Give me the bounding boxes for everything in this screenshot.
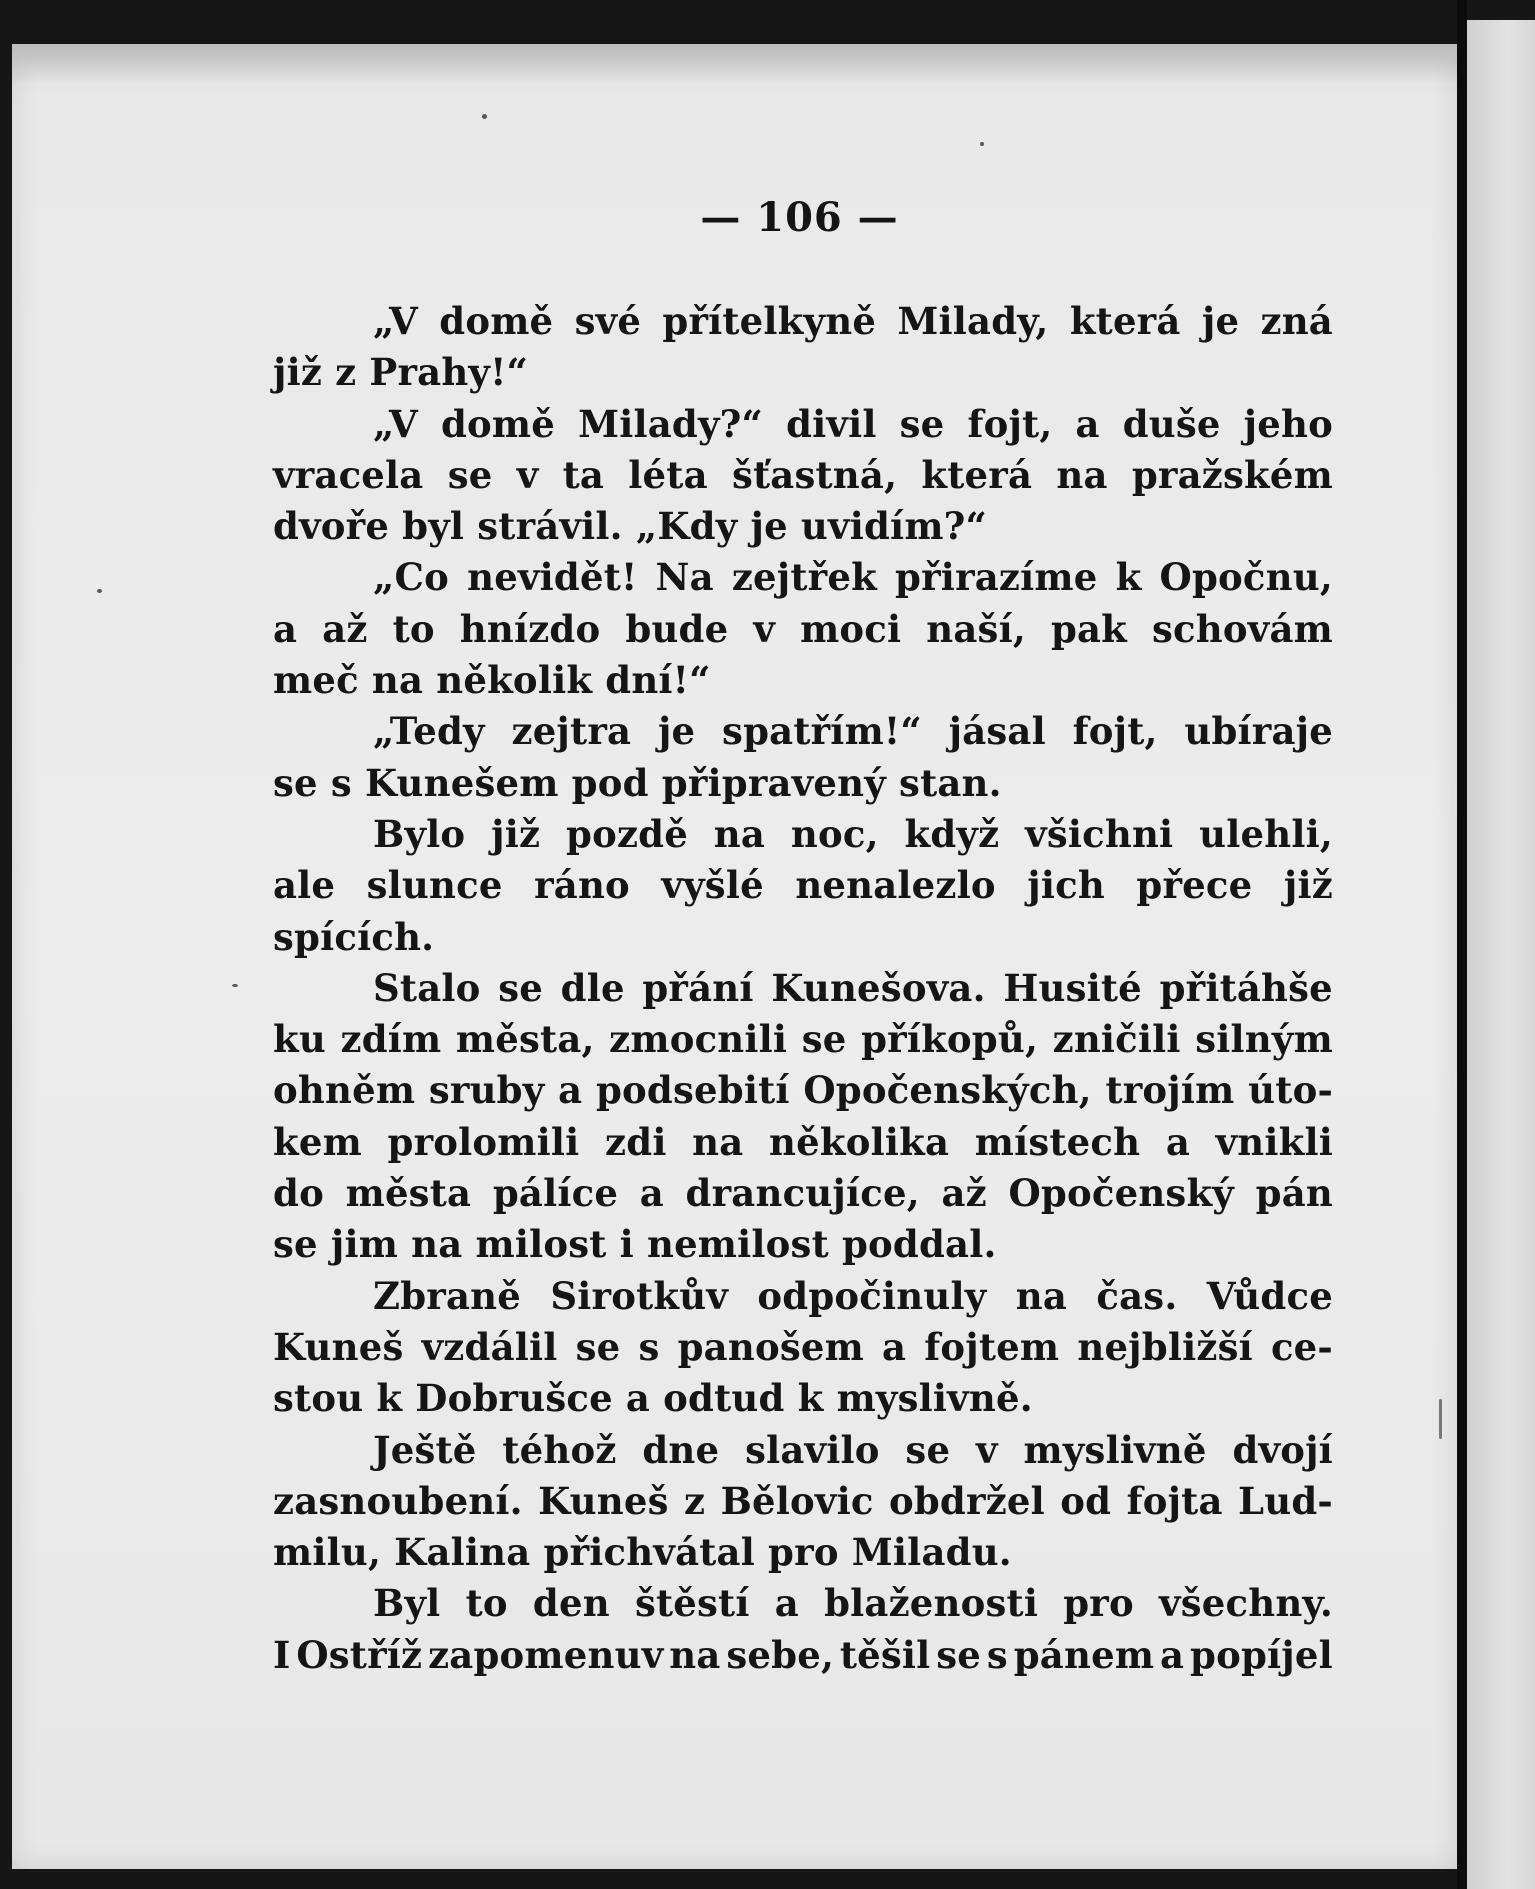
text-line (273, 604, 1333, 655)
adjacent-page-edge (1466, 20, 1535, 1889)
text-line (273, 1630, 1333, 1681)
text-line (273, 1117, 1333, 1168)
text-line-content: ohněm sruby a podsebití Opočenských, trojím úto- (273, 1068, 1333, 1113)
text-line-content: ale slunce ráno vyšlé nenalezlo jich přece již (273, 863, 1333, 908)
text-line (273, 347, 1333, 398)
text-line-content: se s Kunešem pod připravený stan. (273, 760, 1002, 805)
text-line-content: milu, Kalina přichvátal pro Miladu. (273, 1530, 1012, 1575)
text-line-content: do města pálíce a drancujíce, až Opočenský pán (273, 1171, 1333, 1216)
text-line-content: ku zdím města, zmocnili se příkopů, zničili silným (273, 1017, 1333, 1062)
text-line (273, 1578, 1333, 1629)
page-number: — 106 — (700, 194, 899, 241)
text-line (273, 1425, 1333, 1476)
text-line (273, 450, 1333, 501)
text-line (273, 1219, 1333, 1270)
text-line-content: „V domě své přítelkyně Milady, která je zná (373, 299, 1333, 343)
text-line (273, 1168, 1333, 1219)
text-line-content: „V domě Milady?“ divil se fojt, a duše jeho (373, 401, 1333, 446)
text-line-content: vracela se v ta léta šťastná, která na pražském (273, 452, 1333, 497)
page-top-shadow (12, 44, 1457, 84)
text-line-content: Byl to den štěstí a blaženosti pro všechny. (373, 1581, 1333, 1626)
book-page (12, 44, 1457, 1869)
text-line (273, 963, 1333, 1014)
scan-speck (1439, 1399, 1442, 1439)
page-gutter (1457, 0, 1467, 1889)
text-line-content: meč na několik dní!“ (273, 658, 711, 703)
text-line (273, 860, 1333, 911)
text-line-content: Stalo se dle přání Kunešova. Husité přitáhše (373, 965, 1333, 1010)
text-line (273, 706, 1333, 757)
text-line-content: spících. (273, 914, 435, 959)
text-line (273, 552, 1333, 603)
text-line (273, 655, 1333, 706)
text-line (273, 1527, 1333, 1578)
scan-speck (980, 142, 984, 146)
text-line-content: zasnoubení. Kuneš z Bělovic obdržel od fojta Lud- (273, 1478, 1333, 1523)
text-line-content: Kuneš vzdálil se s panošem a fojtem nejbližší ce- (273, 1324, 1333, 1369)
text-line-content: Zbraně Sirotkův odpočinuly na čas. Vůdce (373, 1273, 1333, 1318)
text-line-content: již z Prahy!“ (273, 350, 529, 395)
text-line (273, 1271, 1333, 1322)
text-line-content: „Tedy zejtra je spatřím!“ jásal fojt, ubíraje (373, 709, 1333, 754)
scan-speck (97, 589, 102, 593)
text-line (273, 1014, 1333, 1065)
text-line-content: Ještě téhož dne slavilo se v myslivně dvojí (373, 1427, 1333, 1472)
body-text (273, 296, 1333, 1681)
scan-speck (482, 114, 487, 119)
text-line-content: dvoře byl strávil. „Kdy je uvidím?“ (273, 504, 988, 549)
text-line-content: se jim na milost i nemilost poddal. (273, 1222, 997, 1267)
text-line (273, 1065, 1333, 1116)
text-line-content: stou k Dobrušce a odtud k myslivně. (273, 1376, 1033, 1421)
text-line (273, 1476, 1333, 1527)
text-line (273, 399, 1333, 450)
scan-speck (232, 984, 238, 987)
text-line-content: a až to hnízdo bude v moci naší, pak schovám (273, 606, 1333, 651)
text-line-content: Bylo již pozdě na noc, když všichni ulehli, (373, 811, 1333, 856)
text-line (273, 501, 1333, 552)
text-line-content: I Ostříž zapomenuv na sebe, těšil se s pánem a popíjel (273, 1632, 1333, 1677)
text-line (273, 1322, 1333, 1373)
text-line-content: „Co nevidět! Na zejtřek přirazíme k Opočnu, (373, 555, 1333, 600)
text-line (273, 912, 1333, 963)
text-line-content: kem prolomili zdi na několika místech a vnikli (273, 1119, 1333, 1164)
text-line (273, 758, 1333, 809)
text-line (273, 296, 1333, 347)
text-line (273, 809, 1333, 860)
text-line (273, 1373, 1333, 1424)
